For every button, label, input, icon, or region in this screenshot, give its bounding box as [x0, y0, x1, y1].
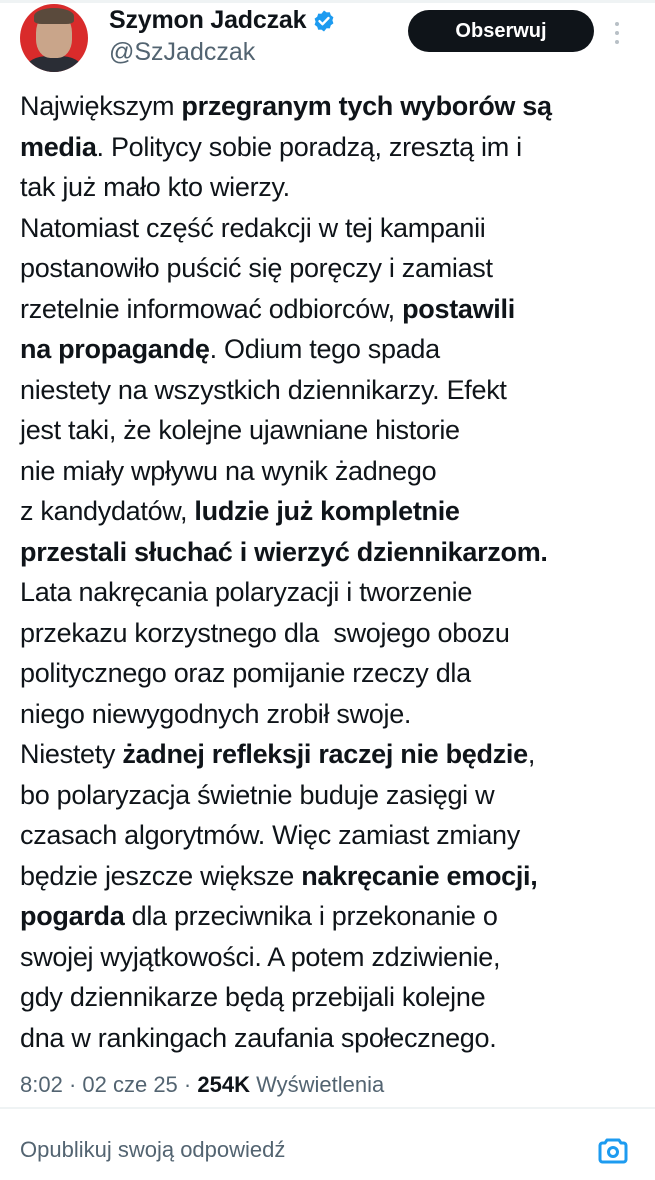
text-segment: rzetelnie informować odbiorców, — [20, 293, 403, 324]
avatar-body — [26, 56, 82, 72]
tweet-line — [20, 208, 635, 249]
text-segment: Niestety — [20, 739, 123, 769]
avatar[interactable] — [20, 4, 88, 72]
text-segment: Natomiast część redakcji w tej kampanii — [20, 212, 486, 243]
tweet-header — [0, 0, 655, 80]
more-vertical-icon[interactable] — [612, 22, 622, 46]
tweet-line — [20, 532, 635, 573]
text-segment: niestety na wszystkich dziennikarzy. Efekt — [20, 374, 507, 405]
text-segment: politycznego oraz pomijanie rzeczy dla — [20, 658, 471, 688]
bold-segment: nakręcanie emocji, — [301, 860, 538, 891]
tweet-line — [20, 248, 635, 289]
tweet-line — [20, 1018, 635, 1059]
bold-segment: przegranym tych wyborów są — [181, 91, 552, 121]
text-segment: . Politycy sobie poradzą, zresztą im i — [96, 131, 522, 162]
tweet-line — [20, 775, 635, 816]
tweet-line — [20, 653, 635, 694]
bold-segment: na propagandę — [20, 334, 210, 364]
text-segment: będzie jeszcze większe — [20, 860, 302, 891]
author-name-row — [109, 6, 336, 35]
text-segment: z kandydatów, — [20, 496, 195, 526]
tweet-line — [20, 815, 635, 856]
author-name[interactable]: Szymon Jadczak — [109, 6, 307, 34]
tweet-line — [20, 410, 635, 451]
tweet-line — [20, 937, 635, 978]
tweet-date[interactable]: 02 cze 25 — [82, 1072, 178, 1097]
tweet-line — [20, 613, 635, 654]
text-segment: nie miały wpływu na wynik żadnego — [20, 455, 437, 486]
text-segment: . Odium tego spada — [209, 334, 440, 364]
tweet-text — [20, 86, 635, 1058]
text-segment: tak już mało kto wierzy. — [20, 172, 290, 202]
bold-segment: ludzie już kompletnie — [194, 496, 460, 526]
views-count: 254K — [197, 1072, 250, 1097]
text-segment: bo polaryzacja świetnie buduje zasięgi w — [20, 779, 495, 810]
avatar-hair — [34, 8, 74, 24]
reply-input[interactable]: Opublikuj swoją odpowiedź — [20, 1137, 286, 1162]
tweet-line — [20, 370, 635, 411]
tweet-line — [20, 977, 635, 1018]
follow-button[interactable]: Obserwuj — [408, 10, 594, 52]
tweet-line — [20, 289, 635, 330]
tweet-line — [20, 86, 635, 127]
tweet-line — [20, 734, 635, 775]
author-handle[interactable]: @SzJadczak — [109, 38, 256, 66]
tweet-line — [20, 572, 635, 613]
bold-segment: media — [20, 131, 97, 162]
text-segment: Lata nakręcania polaryzacji i tworzenie — [20, 577, 473, 607]
bold-segment: żadnej refleksji raczej nie będzie — [122, 739, 528, 769]
verified-badge-icon — [312, 9, 336, 33]
text-segment: gdy dziennikarze będą przebijali kolejne — [20, 982, 486, 1012]
reply-divider — [0, 1107, 655, 1109]
text-segment: jest taki, że kolejne ujawniane historie — [20, 415, 460, 445]
text-segment: dna w rankingach zaufania społecznego. — [20, 1022, 497, 1053]
tweet-line — [20, 856, 635, 897]
tweet-line — [20, 451, 635, 492]
text-segment: Największym — [20, 91, 182, 121]
text-segment: niego niewygodnych zrobił swoje. — [20, 698, 412, 729]
text-segment: przekazu korzystnego dla swojego obozu — [20, 617, 510, 648]
text-segment: , — [527, 739, 536, 769]
tweet-line — [20, 491, 635, 532]
tweet-line — [20, 127, 635, 168]
text-segment: czasach algorytmów. Więc zamiast zmiany — [20, 820, 520, 850]
text-segment: swojej wyjątkowości. A potem zdziwienie, — [20, 941, 501, 972]
meta-separator: · — [62, 1072, 83, 1097]
text-segment: dla przeciwnika i przekonanie o — [124, 901, 498, 931]
views-label: Wyświetlenia — [256, 1072, 385, 1097]
tweet-meta — [20, 1072, 384, 1098]
bold-segment: przestali słuchać i wierzyć dziennikarzom. — [20, 536, 548, 567]
tweet-time[interactable]: 8:02 — [20, 1072, 63, 1097]
meta-separator: · — [177, 1072, 198, 1097]
tweet-line — [20, 329, 635, 370]
tweet-line — [20, 167, 635, 208]
tweet-line — [20, 896, 635, 937]
text-segment: postanowiło puścić się poręczy i zamiast — [20, 253, 493, 283]
bold-segment: postawili — [402, 293, 515, 324]
camera-icon[interactable] — [596, 1133, 630, 1167]
tweet-line — [20, 694, 635, 735]
bold-segment: pogarda — [20, 901, 125, 931]
